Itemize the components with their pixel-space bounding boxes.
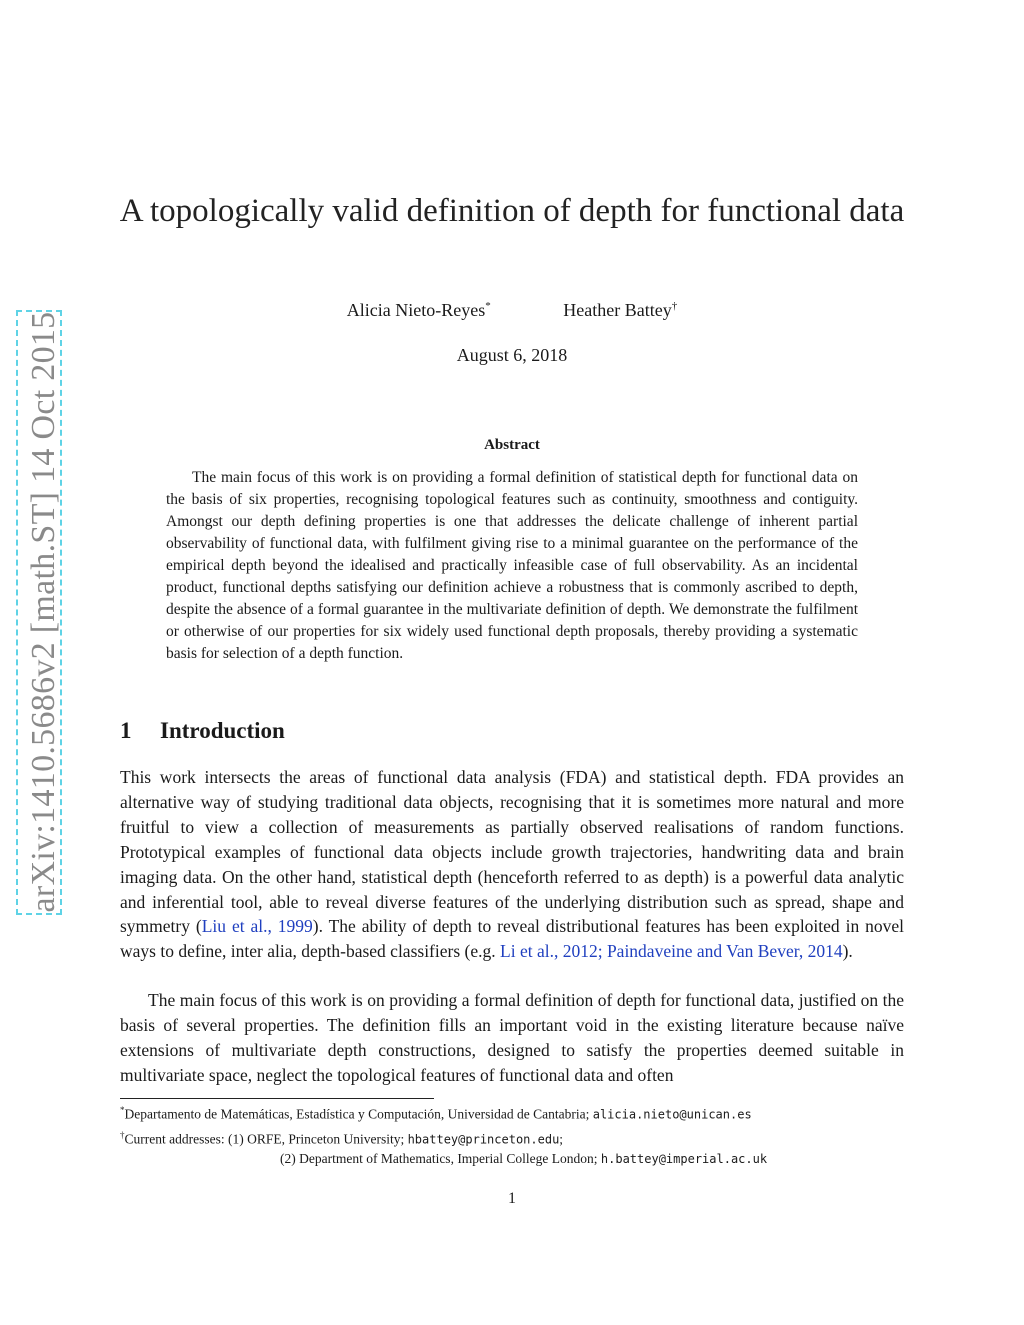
footnote-2: †Current addresses: (1) ORFE, Princeton University; hbattey@princeton.edu; xyxy=(120,1129,564,1146)
footnotes xyxy=(120,1100,920,1169)
page-number: 1 xyxy=(508,1190,516,1207)
section-number: 1 xyxy=(120,718,132,743)
author-list xyxy=(0,300,1024,321)
abstract-heading: Abstract xyxy=(484,437,540,453)
paper-title: A topologically valid definition of depth for functional data xyxy=(119,193,905,229)
arxiv-identifier[interactable]: arXiv:1410.5686v2 [math.ST] 14 Oct 2015 xyxy=(25,311,62,913)
footnote-divider xyxy=(120,1098,434,1099)
author-1: Alicia Nieto-Reyes* xyxy=(346,300,491,320)
citation-liu-1999[interactable]: Liu et al., 1999 xyxy=(201,916,313,937)
email-link[interactable]: h.battey@imperial.ac.uk xyxy=(600,1152,768,1166)
email-link[interactable]: hbattey@princeton.edu xyxy=(407,1132,560,1146)
citation-li-paindaveine[interactable]: Li et al., 2012; Paindaveine and Van Bever, 2014 xyxy=(500,941,843,962)
footnote-1: *Departamento de Matemáticas, Estadística y Computación, Universidad de Cantabria; alicia.nieto@unican.es xyxy=(120,1105,752,1122)
section-heading xyxy=(120,718,285,744)
paper-date: August 6, 2018 xyxy=(456,345,568,365)
intro-paragraph-1: This work intersects the areas of functional data analysis (FDA) and statistical depth. FDA provides an alternative way of studying traditional data objects, recognising that it is sometimes more natural and more fruitful to view a collection of measurements as partially observed realisations of random functions. Prototypical examples of functional data objects include growth trajectories, handwriting data and brain imaging data. On the other hand, statistical depth (henceforth referred to as depth) is a powerful data analytic and inferential tool, able to reveal diverse features of the underlying distribution such as spread, shape and symmetry (Liu et al., 1999). The ability of depth to reveal distributional features has been exploited in novel ways to define, inter alia, depth-based classifiers (e.g. Li et al., 2012; Paindaveine and Van Bever, 2014). xyxy=(120,767,904,962)
footnote-2-line-2: (2) Department of Mathematics, Imperial College London; h.battey@imperial.ac.uk xyxy=(280,1151,768,1166)
abstract-text: The main focus of this work is on providing a formal definition of statistical depth for functional data on the basis of six properties, recognising topological features such as continuity, smoothness and contiguity. Amongst our depth defining properties is one that addresses the delicate challenge of inherent partial observability of functional data, with fulfilment giving rise to a minimal guarantee on the performance of the empirical depth beyond the idealised and practically infeasible case of full observability. As an incidental product, functional depths satisfying our definition achieve a robustness that is commonly ascribed to depth, despite the absence of a formal guarantee in the multivariate definition of depth. We demonstrate the fulfilment or otherwise of our properties for six widely used functional depth proposals, thereby providing a systematic basis for selection of a depth function. xyxy=(166,469,858,662)
author-2: Heather Battey† xyxy=(563,300,678,320)
section-title: Introduction xyxy=(160,718,285,743)
intro-paragraph-2: The main focus of this work is on providing a formal definition of depth for functional data, justified on the basis of several properties. The definition fills an important void in the existing literature because naïve extensions of multivariate depth constructions, designed to satisfy the properties deemed suitable in multivariate space, neglect the topological features of functional data and often xyxy=(120,990,904,1085)
email-link[interactable]: alicia.nieto@unican.es xyxy=(592,1107,752,1122)
